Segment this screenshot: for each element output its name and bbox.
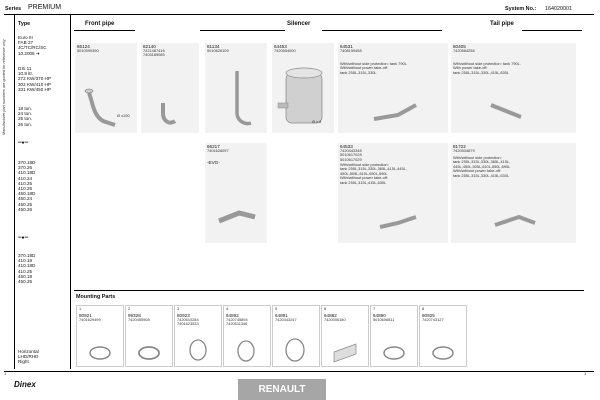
part-cell-64531[interactable]: 64531 7408159458 With/without side protection: tank 790L With/without power take-off: tank 255L,315L,330L <box>338 43 448 133</box>
mount-cell-80921[interactable]: 1 80921 7401629499 <box>76 305 124 367</box>
tonnage-block: 18 ton. 24 ton. 25 ton. 26 ton. <box>18 106 33 127</box>
tail-pipe-rule <box>522 30 582 31</box>
engine-block: DXi 11 10.8 ltr. 272 KW/370 HP 302 KW/410 HP 331 KW/450 HP <box>18 66 51 92</box>
system-value: 164020001 <box>545 6 572 12</box>
clamp-80925-image <box>420 306 466 366</box>
axle-icon-2: ═●═ <box>18 235 29 241</box>
front-pipe-rule <box>74 30 135 31</box>
part-cell-66217[interactable]: 66217 7401626097 -EVG- <box>205 143 267 243</box>
mount-cell-80923[interactable]: 3 80923 7420510284 7401623533 <box>174 305 222 367</box>
mounting-rule <box>74 290 584 291</box>
mount-cell-64892[interactable]: 4 64892 7420745894 7420511346 <box>223 305 271 367</box>
tail-pipe-header: Tail pipe <box>490 21 514 27</box>
part-cell-64453[interactable]: 64453 7420554000 Ø x 8 <box>272 43 334 133</box>
page-number-left: 1 <box>4 371 7 376</box>
clamp-99328-image <box>126 306 172 366</box>
dimension-label: Ø x100 <box>117 113 130 118</box>
part-cell-81134[interactable]: 81134 5010626109 <box>205 43 267 133</box>
front-pipe-82140-image <box>141 43 199 133</box>
type-block: Euro III FAB 27 JC/TC/RC/SC 10.2005 ➜ <box>18 35 47 56</box>
header-rule <box>4 14 594 15</box>
footer-rule <box>4 371 594 372</box>
clamp-64892-image <box>224 306 270 366</box>
clamp-80923-image <box>175 306 221 366</box>
silencer-rule-left <box>200 30 285 31</box>
clamp-64890-image <box>371 306 417 366</box>
mount-cell-64891[interactable]: 5 64891 7420443247 <box>272 305 320 367</box>
left-col-rule <box>14 14 15 369</box>
part-cell-80405[interactable]: 80405 7420564258 With/without side protection: tank 790L. With power take-off: tank 255L,315L,330L,415L,630L <box>451 43 576 133</box>
mount-cell-99328[interactable]: 2 99328 7420455908 <box>125 305 173 367</box>
mounting-header: Mounting Parts <box>76 294 116 300</box>
part-cell-66124[interactable]: 66124 5010599390 Ø x100 <box>75 43 137 133</box>
tail-pipe-81722-image <box>451 143 576 243</box>
front-pipe-81134-image <box>205 43 267 133</box>
tail-pipe-64533-image <box>338 143 448 243</box>
models-group-1: 370.18D 370.26 410.18D 410.24 410.25 410.26 450.18D 450.24 450.25 450.26 <box>18 160 36 212</box>
side-note: Manufacturer part numbers are quoted for reference only <box>2 39 6 135</box>
system-label: System No.: <box>505 6 537 12</box>
page-number-right: 1 <box>584 371 587 376</box>
silencer-64453-image <box>272 43 334 133</box>
front-pipe-66124-image <box>75 43 137 133</box>
position-block: Horizontal LHD/RHD Right <box>18 349 39 365</box>
clamp-64891-image <box>273 306 319 366</box>
clamp-80921-image <box>77 306 123 366</box>
models-group-2: 370.18D 410.18 410.18D 410.25 450.18 450.25 <box>18 253 36 285</box>
tail-pipe-80405-image <box>451 43 576 133</box>
front-pipe-header: Front pipe <box>85 21 115 27</box>
dinex-logo: Dinex <box>14 380 36 389</box>
left-col-rule-2 <box>70 14 71 369</box>
series-label: Series <box>5 6 22 12</box>
axle-icon: ═●═ <box>18 140 29 146</box>
silencer-header: Silencer <box>287 21 311 27</box>
make-label: RENAULT <box>258 384 306 395</box>
evg-note: -EVG- <box>207 160 220 165</box>
dimension-label-64453: Ø x 8 <box>312 119 322 124</box>
part-cell-64533[interactable]: 64533 7420443348 5010617028 5010617029 With/without side protection: tank 255L,315L,330L,365L,415L,445L, 450L,505L,610L,650L,690L With/without power take-off: tank 255L,315L,415L,630L <box>338 143 448 243</box>
pipe-66217-image <box>205 143 267 243</box>
silencer-rule-right <box>322 30 442 31</box>
mount-cell-64882[interactable]: 6 64882 7420006180 <box>321 305 369 367</box>
part-cell-82140[interactable]: 82140 7421487416 7403189085 <box>141 43 199 133</box>
type-label: Type <box>18 21 31 27</box>
make-banner <box>238 379 326 400</box>
series-value: PREMIUM <box>28 4 62 11</box>
mount-cell-64890[interactable]: 7 64890 5010606811 <box>370 305 418 367</box>
sleeve-64882-image <box>322 306 368 366</box>
part-cell-81722[interactable]: 81722 7420534879 With/without side protection: tank 255L,315L,330L,365L,415L, 445L,450L,505L,610L,650L,690L With/without power take-off: tank 255L,315L,330L,415L,630L <box>451 143 576 243</box>
tail-pipe-64531-image <box>338 43 448 133</box>
mount-cell-80925[interactable]: 8 80925 7420743127 <box>419 305 467 367</box>
